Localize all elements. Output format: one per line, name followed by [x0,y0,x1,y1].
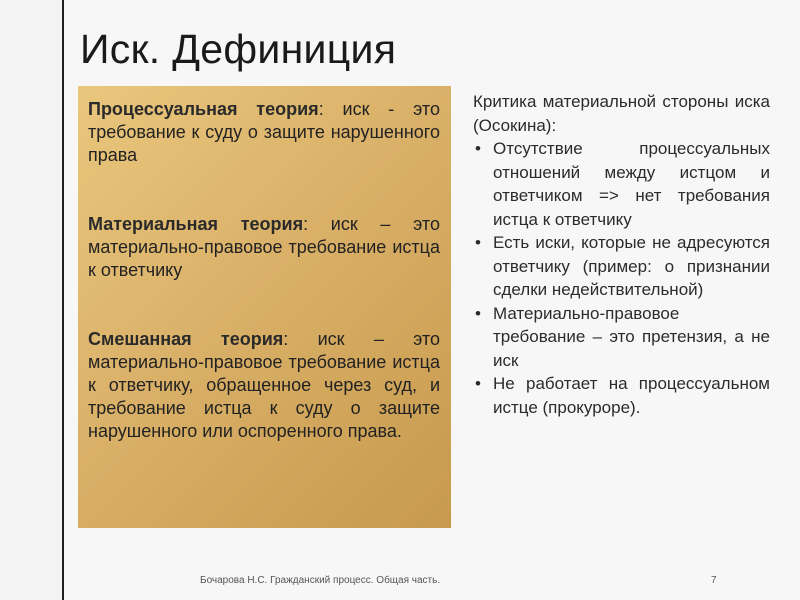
theory-mixed [88,328,440,443]
theory-text: : иск – это материально-правовое требование истца к ответчику [88,214,440,280]
bullet-icon: • [475,374,481,393]
list-item-text: Не работает на процессуальном истце (прокуроре). [493,374,770,417]
list-item [465,372,770,419]
left-margin-bar [0,0,62,600]
list-item-text: Отсутствие процессуальных отношений между истцом и ответчиком => нет требования истца к ответчику [493,139,770,229]
list-item-text: Материально-правовое требование – это претензия, а не иск [493,303,770,370]
list-item [465,137,770,231]
theory-procedural [88,98,440,167]
page-number: 7 [711,575,717,586]
footer-text: Бочарова Н.С. Гражданский процесс. Общая часть. [200,575,441,586]
bullet-icon: • [475,233,481,252]
theory-heading: Процессуальная теория [88,99,319,119]
critique-list [465,137,770,419]
theory-heading: Смешанная теория [88,329,284,349]
bullet-icon: • [475,303,481,323]
bullet-icon: • [475,139,481,158]
theory-heading: Материальная теория [88,214,304,234]
vertical-divider [62,0,64,600]
critique-section [465,90,770,419]
list-item [465,231,770,302]
critique-intro: Критика материальной стороны иска (Осокина): [473,92,770,135]
theory-material [88,213,440,282]
list-item-text: Есть иски, которые не адресуются ответчику (пример: о признании сделки недействительной) [493,233,770,299]
theory-text: : иск - это требование к суду о защите нарушенного права [88,99,440,165]
list-item [465,302,770,373]
theory-text: : иск – это материально-правовое требование истца к ответчику, обращенное через суд, и требование истца к суду о защите нарушенного или оспоренного права. [88,329,440,441]
slide-title: Иск. Дефиниция [80,26,397,72]
